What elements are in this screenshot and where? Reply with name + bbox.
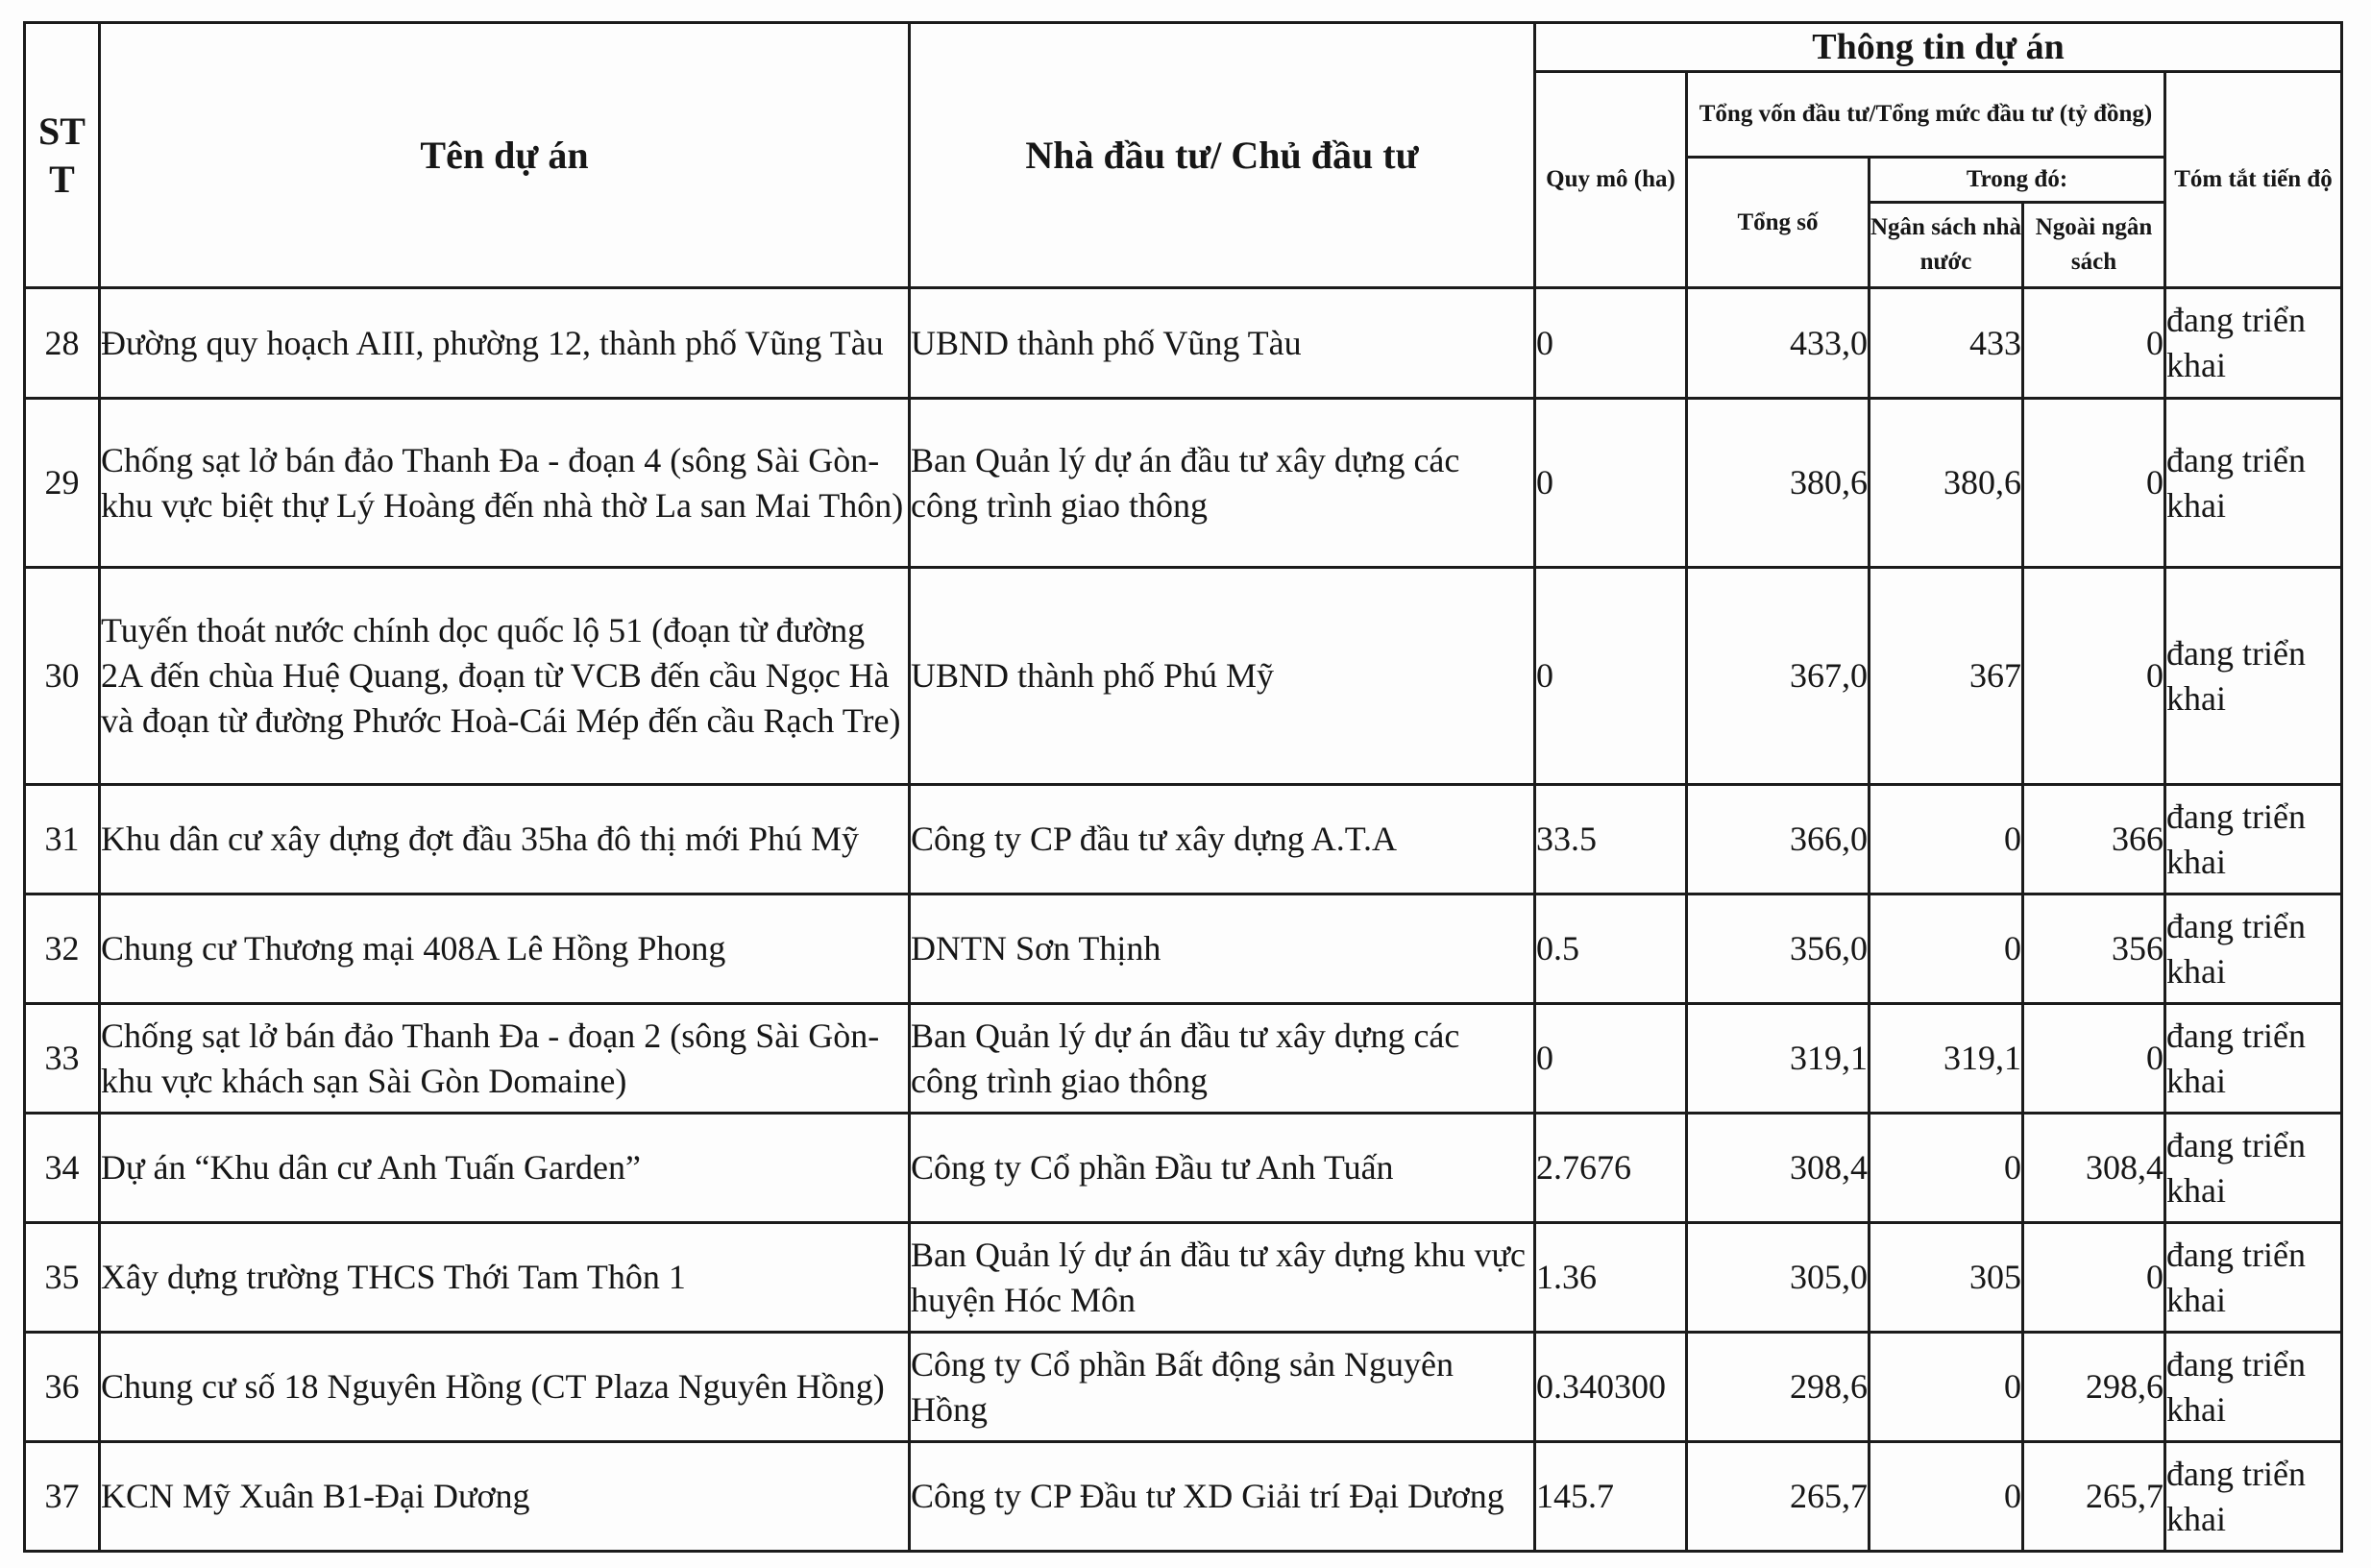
cell-non-budget: 0	[2023, 568, 2165, 785]
table-row	[25, 1004, 2342, 1114]
cell-stt: 30	[25, 568, 100, 785]
cell-project-name: Khu dân cư xây dựng đợt đầu 35ha đô thị mới Phú Mỹ	[100, 785, 910, 894]
cell-scale: 1.36	[1535, 1223, 1687, 1333]
cell-total: 380,6	[1687, 399, 1870, 568]
cell-progress: đang triển khai	[2165, 1442, 2342, 1552]
cell-state-budget: 0	[1870, 894, 2023, 1004]
cell-investor: Công ty CP Đầu tư XD Giải trí Đại Dương	[910, 1442, 1535, 1552]
cell-project-name: Tuyến thoát nước chính dọc quốc lộ 51 (đoạn từ đường 2A đến chùa Huệ Quang, đoạn từ VCB đến cầu Ngọc Hà và đoạn từ đường Phước Hoà-Cái Mép đến cầu Rạch Tre)	[100, 568, 910, 785]
table-row	[25, 1114, 2342, 1223]
cell-non-budget: 298,6	[2023, 1333, 2165, 1442]
cell-total: 319,1	[1687, 1004, 1870, 1114]
cell-progress: đang triển khai	[2165, 568, 2342, 785]
cell-state-budget: 433	[1870, 288, 2023, 399]
cell-stt: 34	[25, 1114, 100, 1223]
cell-stt: 36	[25, 1333, 100, 1442]
cell-stt: 33	[25, 1004, 100, 1114]
cell-scale: 0	[1535, 288, 1687, 399]
cell-state-budget: 0	[1870, 1114, 2023, 1223]
cell-investor: DNTN Sơn Thịnh	[910, 894, 1535, 1004]
table-row	[25, 568, 2342, 785]
header-within: Trong đó:	[1870, 158, 2165, 203]
header-investor: Nhà đầu tư/ Chủ đầu tư	[910, 23, 1535, 288]
header-non-budget: Ngoài ngân sách	[2023, 203, 2165, 288]
cell-investor: Công ty CP đầu tư xây dựng A.T.A	[910, 785, 1535, 894]
cell-project-name: KCN Mỹ Xuân B1-Đại Dương	[100, 1442, 910, 1552]
header-capital: Tổng vốn đầu tư/Tổng mức đầu tư (tỷ đồng)	[1687, 72, 2165, 158]
cell-state-budget: 305	[1870, 1223, 2023, 1333]
cell-total: 298,6	[1687, 1333, 1870, 1442]
cell-investor: UBND thành phố Phú Mỹ	[910, 568, 1535, 785]
cell-progress: đang triển khai	[2165, 1114, 2342, 1223]
cell-investor: Ban Quản lý dự án đầu tư xây dựng các công trình giao thông	[910, 399, 1535, 568]
table-row	[25, 785, 2342, 894]
cell-state-budget: 380,6	[1870, 399, 2023, 568]
cell-non-budget: 356	[2023, 894, 2165, 1004]
cell-progress: đang triển khai	[2165, 1333, 2342, 1442]
cell-project-name: Đường quy hoạch AIII, phường 12, thành phố Vũng Tàu	[100, 288, 910, 399]
cell-non-budget: 0	[2023, 1223, 2165, 1333]
cell-project-name: Xây dựng trường THCS Thới Tam Thôn 1	[100, 1223, 910, 1333]
cell-total: 433,0	[1687, 288, 1870, 399]
cell-progress: đang triển khai	[2165, 1223, 2342, 1333]
cell-stt: 35	[25, 1223, 100, 1333]
table-row	[25, 894, 2342, 1004]
cell-non-budget: 308,4	[2023, 1114, 2165, 1223]
cell-total: 308,4	[1687, 1114, 1870, 1223]
cell-state-budget: 0	[1870, 785, 2023, 894]
cell-progress: đang triển khai	[2165, 894, 2342, 1004]
table-body	[25, 288, 2342, 1552]
cell-investor: Ban Quản lý dự án đầu tư xây dựng khu vực huyện Hóc Môn	[910, 1223, 1535, 1333]
cell-progress: đang triển khai	[2165, 288, 2342, 399]
cell-scale: 0.5	[1535, 894, 1687, 1004]
cell-state-budget: 319,1	[1870, 1004, 2023, 1114]
header-progress: Tóm tắt tiến độ	[2165, 72, 2342, 288]
cell-project-name: Chống sạt lở bán đảo Thanh Đa - đoạn 2 (sông Sài Gòn-khu vực khách sạn Sài Gòn Domaine)	[100, 1004, 910, 1114]
cell-scale: 0	[1535, 1004, 1687, 1114]
table-row	[25, 1442, 2342, 1552]
cell-project-name: Chung cư Thương mại 408A Lê Hồng Phong	[100, 894, 910, 1004]
cell-state-budget: 367	[1870, 568, 2023, 785]
cell-non-budget: 0	[2023, 288, 2165, 399]
table-row	[25, 399, 2342, 568]
table-row	[25, 1333, 2342, 1442]
cell-non-budget: 0	[2023, 1004, 2165, 1114]
cell-scale: 0.340300	[1535, 1333, 1687, 1442]
cell-scale: 33.5	[1535, 785, 1687, 894]
cell-stt: 32	[25, 894, 100, 1004]
cell-stt: 31	[25, 785, 100, 894]
cell-total: 366,0	[1687, 785, 1870, 894]
header-total: Tổng số	[1687, 158, 1870, 288]
cell-investor: UBND thành phố Vũng Tàu	[910, 288, 1535, 399]
cell-total: 356,0	[1687, 894, 1870, 1004]
cell-stt: 28	[25, 288, 100, 399]
header-project-name: Tên dự án	[100, 23, 910, 288]
cell-state-budget: 0	[1870, 1333, 2023, 1442]
cell-project-name: Chống sạt lở bán đảo Thanh Đa - đoạn 4 (sông Sài Gòn-khu vực biệt thự Lý Hoàng đến nhà thờ La san Mai Thôn)	[100, 399, 910, 568]
cell-investor: Công ty Cổ phần Bất động sản Nguyên Hồng	[910, 1333, 1535, 1442]
cell-scale: 0	[1535, 568, 1687, 785]
table-row	[25, 1223, 2342, 1333]
cell-stt: 29	[25, 399, 100, 568]
header-scale: Quy mô (ha)	[1535, 72, 1687, 288]
header-project-info: Thông tin dự án	[1535, 23, 2342, 72]
cell-stt: 37	[25, 1442, 100, 1552]
cell-total: 265,7	[1687, 1442, 1870, 1552]
table-row	[25, 288, 2342, 399]
header-stt: ST T	[25, 23, 100, 288]
cell-progress: đang triển khai	[2165, 1004, 2342, 1114]
cell-project-name: Chung cư số 18 Nguyên Hồng (CT Plaza Nguyên Hồng)	[100, 1333, 910, 1442]
cell-investor: Ban Quản lý dự án đầu tư xây dựng các công trình giao thông	[910, 1004, 1535, 1114]
header-state-budget: Ngân sách nhà nước	[1870, 203, 2023, 288]
cell-project-name: Dự án “Khu dân cư Anh Tuấn Garden”	[100, 1114, 910, 1223]
cell-total: 367,0	[1687, 568, 1870, 785]
cell-state-budget: 0	[1870, 1442, 2023, 1552]
cell-progress: đang triển khai	[2165, 399, 2342, 568]
cell-total: 305,0	[1687, 1223, 1870, 1333]
table-header	[25, 23, 2342, 288]
cell-non-budget: 265,7	[2023, 1442, 2165, 1552]
cell-investor: Công ty Cổ phần Đầu tư Anh Tuấn	[910, 1114, 1535, 1223]
cell-non-budget: 366	[2023, 785, 2165, 894]
cell-scale: 0	[1535, 399, 1687, 568]
cell-scale: 145.7	[1535, 1442, 1687, 1552]
cell-progress: đang triển khai	[2165, 785, 2342, 894]
cell-scale: 2.7676	[1535, 1114, 1687, 1223]
project-table	[23, 21, 2343, 1553]
cell-non-budget: 0	[2023, 399, 2165, 568]
